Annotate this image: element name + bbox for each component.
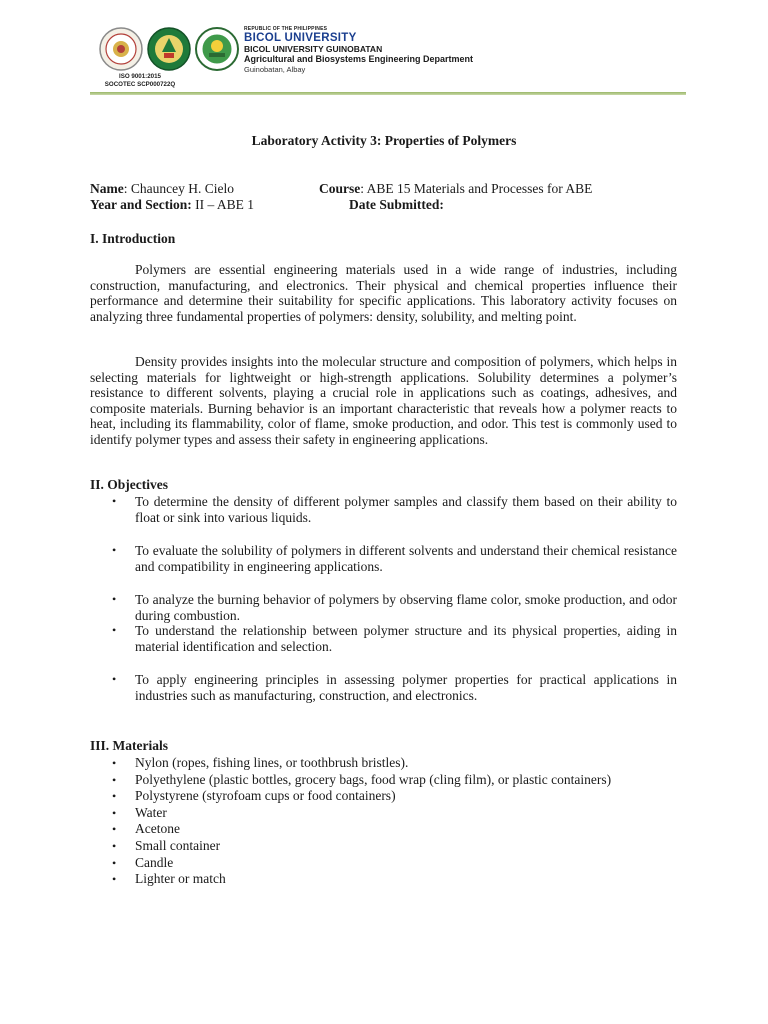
material-text: Acetone	[135, 821, 180, 837]
document-title: Laboratory Activity 3: Properties of Polymers	[251, 133, 517, 148]
header-logos	[98, 26, 243, 72]
letterhead	[244, 26, 473, 74]
year-section-field	[90, 197, 254, 213]
bicol-university-seal-icon	[146, 26, 192, 72]
list-item	[90, 855, 677, 872]
university-name: BICOL UNIVERSITY	[244, 32, 357, 44]
republic-seal-icon	[98, 26, 144, 72]
list-item	[90, 494, 677, 525]
date-submitted-label: Date Submitted:	[349, 197, 444, 212]
objectives-list	[90, 494, 677, 703]
list-item	[90, 672, 677, 703]
list-item	[90, 772, 677, 789]
bullet-icon: •	[112, 805, 117, 820]
bullet-icon: •	[112, 855, 117, 870]
bullet-icon: •	[112, 838, 117, 853]
list-item	[90, 805, 677, 822]
objective-text: To evaluate the solubility of polymers in different solvents and understand their chemical resistance and compatibility in engineering applications.	[135, 543, 677, 574]
course-value: : ABE 15 Materials and Processes for ABE	[360, 181, 593, 196]
list-item	[90, 788, 677, 805]
name-label: Name	[90, 181, 124, 196]
bullet-icon: •	[112, 543, 117, 557]
year-section-value: II – ABE 1	[191, 197, 255, 212]
objective-text: To understand the relationship between polymer structure and its physical properties, aiding in material identification and selection.	[135, 623, 677, 654]
header-divider	[90, 92, 686, 95]
bullet-icon: •	[112, 494, 117, 508]
year-section-label: Year and Section:	[90, 197, 192, 212]
department-name: Agricultural and Biosystems Engineering Department	[244, 54, 474, 64]
introduction-paragraph-1: Polymers are essential engineering materials used in a wide range of industries, including construction, manufacturing, and electronics. Their physical and chemical properties influence their performance and determine their suitability for specific applications. This laboratory activity focuses on analyzing three fundamental properties of polymers: density, solubility, and melting point.	[90, 262, 677, 324]
list-item	[90, 755, 677, 772]
introduction-paragraph-2: Density provides insights into the molecular structure and composition of polymers, which helps in selecting materials for lightweight or high-strength applications. Solubility determines a polymer’s resistance to different solvents, playing a crucial role in applications such as coatings, adhesives, and composite materials. Burning behavior is an important characteristic that reveals how a polymer reacts to heat, including its flammability, color of flame, smoke production, and odor. This test is commonly used to identify polymer types and assess their safety in engineering applications.	[90, 354, 677, 447]
objectives-heading: II. Objectives	[90, 477, 168, 492]
introduction-heading: I. Introduction	[90, 231, 176, 246]
republic-label: REPUBLIC OF THE PHILIPPINES	[244, 26, 328, 32]
material-text: Polyethylene (plastic bottles, grocery bags, food wrap (cling film), or plastic containers)	[135, 771, 612, 787]
course-field	[319, 181, 592, 197]
list-item	[90, 821, 677, 838]
material-text: Water	[135, 804, 167, 820]
bullet-icon: •	[112, 672, 117, 686]
name-field	[90, 181, 234, 197]
list-item	[90, 592, 677, 623]
objective-text: To determine the density of different polymer samples and classify them based on their ability to float or sink into various liquids.	[135, 494, 677, 525]
material-text: Polystyrene (styrofoam cups or food containers)	[135, 788, 396, 804]
address: Guinobatan, Albay	[244, 65, 306, 74]
material-text: Lighter or match	[135, 871, 226, 887]
bullet-icon: •	[112, 822, 117, 837]
name-value: : Chauncey H. Cielo	[123, 181, 234, 196]
iso-certification	[100, 73, 180, 88]
bullet-icon: •	[112, 623, 117, 637]
campus-name: BICOL UNIVERSITY GUINOBATAN	[244, 44, 383, 54]
list-item	[90, 623, 677, 654]
bullet-icon: •	[112, 756, 117, 770]
bullet-icon: •	[112, 789, 117, 804]
material-text: Candle	[135, 854, 174, 870]
guinobatan-campus-seal-icon	[194, 26, 240, 72]
materials-list	[90, 755, 677, 888]
material-text: Nylon (ropes, fishing lines, or toothbrush bristles).	[135, 755, 409, 770]
materials-heading: III. Materials	[90, 738, 168, 753]
list-item	[90, 871, 677, 888]
list-item	[90, 838, 677, 855]
bullet-icon: •	[112, 772, 117, 787]
iso-line-2: SOCOTEC SCP000722Q	[104, 80, 176, 88]
iso-line-1: ISO 9001:2015	[119, 73, 161, 80]
material-text: Small container	[135, 837, 221, 853]
date-submitted-field	[349, 197, 444, 213]
bullet-icon: •	[112, 872, 117, 887]
objective-text: To apply engineering principles in assessing polymer properties for practical applications in industries such as manufacturing, construction, and electronics.	[135, 672, 677, 703]
course-label: Course	[319, 181, 361, 196]
list-item	[90, 543, 677, 574]
objective-text: To analyze the burning behavior of polymers by observing flame color, smoke production, and odor during combustion.	[135, 592, 677, 623]
bullet-icon: •	[112, 592, 117, 606]
